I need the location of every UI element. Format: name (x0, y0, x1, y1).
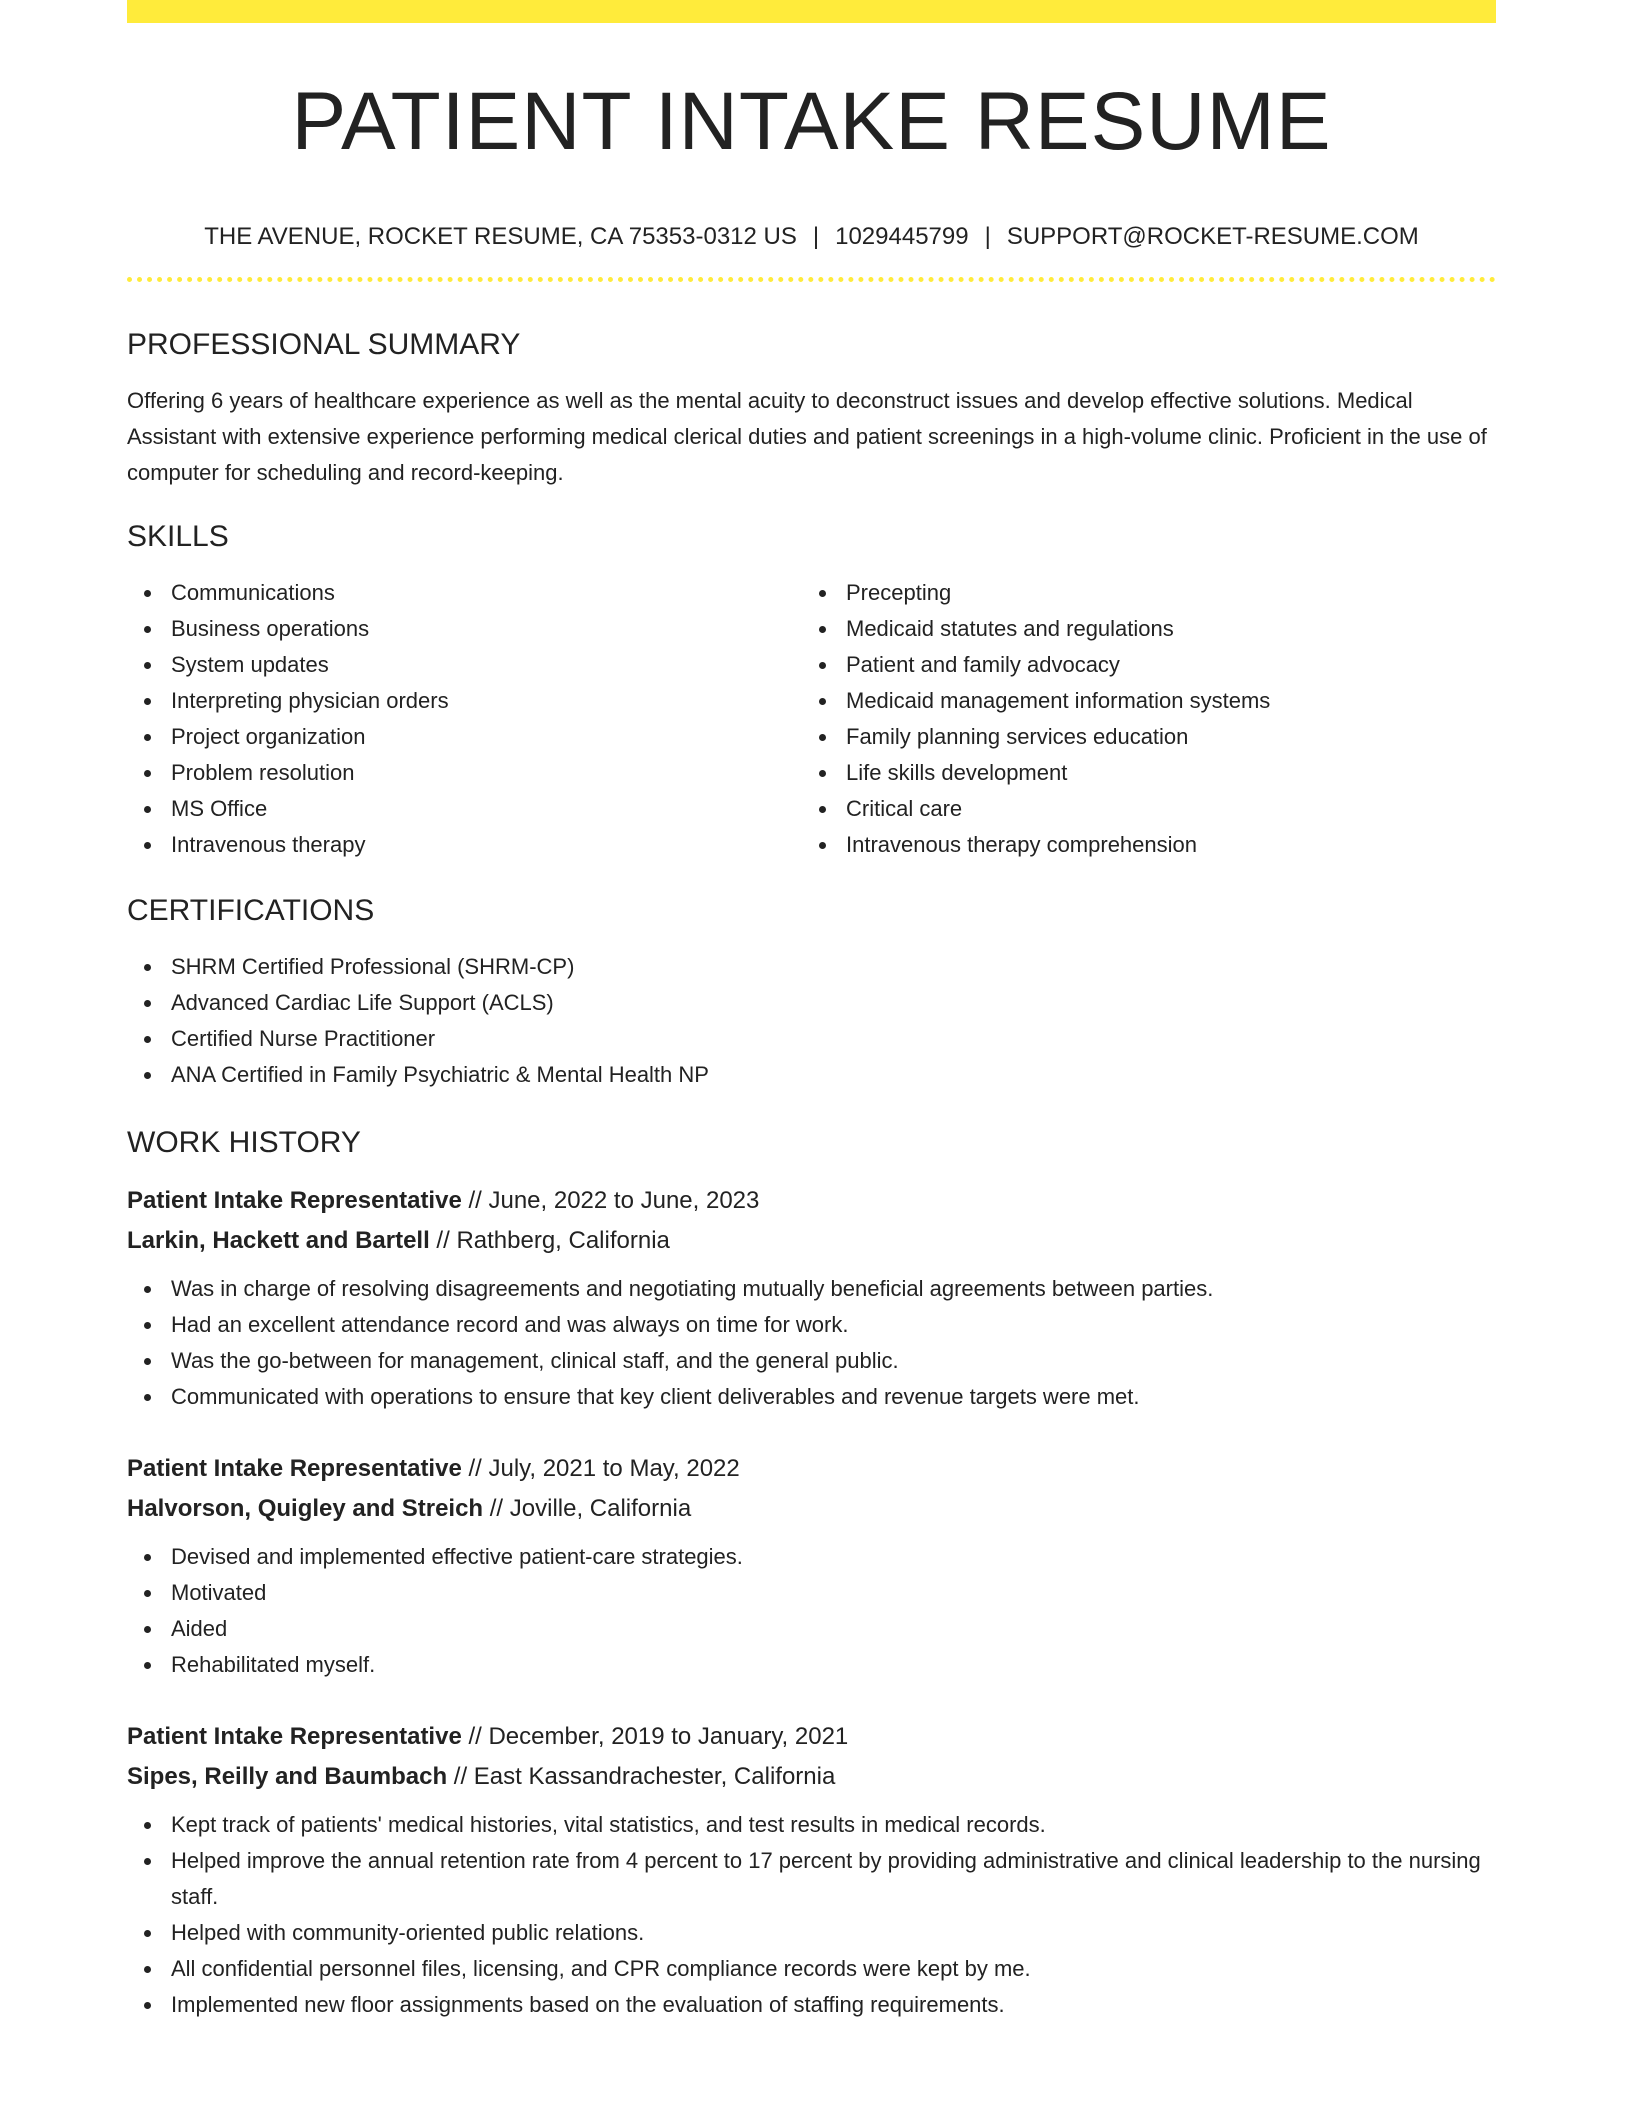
job-bullet: Devised and implemented effective patient-care strategies. (127, 1539, 1496, 1575)
contact-separator: | (812, 223, 820, 250)
skill-item: Problem resolution (127, 755, 802, 791)
job-bullet: Implemented new floor assignments based on the evaluation of staffing requirements. (127, 1987, 1496, 2023)
job-delimiter: // (429, 1227, 457, 1254)
certification-item: Certified Nurse Practitioner (127, 1021, 1496, 1057)
job-title: Patient Intake Representative (127, 1455, 462, 1482)
job-bullet: Rehabilitated myself. (127, 1647, 1496, 1683)
skill-item: Project organization (127, 719, 802, 755)
skill-item: Life skills development (802, 755, 1477, 791)
job-company-line (127, 1757, 1496, 1797)
skill-item: Medicaid statutes and regulations (802, 611, 1477, 647)
job-bullet: Was the go-between for management, clinical staff, and the general public. (127, 1343, 1496, 1379)
job-delimiter: // (461, 1455, 489, 1482)
job-company: Larkin, Hackett and Bartell (127, 1227, 430, 1254)
job-company: Sipes, Reilly and Baumbach (127, 1763, 448, 1790)
job-delimiter: // (483, 1495, 510, 1522)
skills-columns (127, 575, 1496, 863)
job-bullet: Aided (127, 1611, 1496, 1647)
job-bullets (127, 1807, 1496, 2023)
certification-item: Advanced Cardiac Life Support (ACLS) (127, 985, 1496, 1021)
skill-item: Critical care (802, 791, 1477, 827)
job-entry (127, 1717, 1496, 2023)
skills-list-right (802, 575, 1477, 863)
job-delimiter: // (447, 1763, 474, 1790)
contact-phone: 1029445799 (835, 223, 969, 250)
job-company-line (127, 1221, 1496, 1261)
skill-item: MS Office (127, 791, 802, 827)
certification-item: SHRM Certified Professional (SHRM-CP) (127, 949, 1496, 985)
job-bullet: All confidential personnel files, licensing, and CPR compliance records were kept by me. (127, 1951, 1496, 1987)
skill-item: System updates (127, 647, 802, 683)
dotted-divider (127, 277, 1496, 282)
skill-item: Business operations (127, 611, 802, 647)
summary-text: Offering 6 years of healthcare experience as well as the mental acuity to deconstruct issues and develop effective solutions. Medical Assistant with extensive experience performing medical clerical duties and patient screenings in a high-volume clinic. Proficient in the use of computer for scheduling and record-keeping. (127, 388, 1487, 485)
accent-top-bar (127, 0, 1496, 23)
skill-item: Interpreting physician orders (127, 683, 802, 719)
job-title: Patient Intake Representative (127, 1723, 462, 1750)
certifications-list (127, 949, 1496, 1093)
job-delimiter: // (461, 1723, 489, 1750)
job-location: East Kassandrachester, California (473, 1763, 836, 1790)
contact-address: THE AVENUE, ROCKET RESUME, CA 75353-0312 US (204, 223, 797, 250)
job-delimiter: // (461, 1187, 489, 1214)
job-bullets (127, 1539, 1496, 1683)
skill-item: Intravenous therapy comprehension (802, 827, 1477, 863)
job-company: Halvorson, Quigley and Streich (127, 1495, 484, 1522)
job-location: Rathberg, California (456, 1227, 670, 1254)
job-title-line (127, 1717, 1496, 1757)
section-title-skills: SKILLS (127, 520, 229, 553)
skill-item: Medicaid management information systems (802, 683, 1477, 719)
job-title-line (127, 1449, 1496, 1489)
certification-item: ANA Certified in Family Psychiatric & Mental Health NP (127, 1057, 1496, 1093)
contact-email: SUPPORT@ROCKET-RESUME.COM (1006, 223, 1419, 250)
resume-title: PATIENT INTAKE RESUME (291, 76, 1332, 167)
job-bullet: Had an excellent attendance record and was always on time for work. (127, 1307, 1496, 1343)
resume-page (127, 0, 1496, 2023)
job-dates: July, 2021 to May, 2022 (488, 1455, 740, 1482)
job-company-line (127, 1489, 1496, 1529)
contact-line (127, 222, 1496, 252)
skill-item: Precepting (802, 575, 1477, 611)
section-title-work-history: WORK HISTORY (127, 1126, 361, 1159)
section-title-summary: PROFESSIONAL SUMMARY (127, 328, 521, 361)
job-bullet: Helped with community-oriented public relations. (127, 1915, 1496, 1951)
job-bullets (127, 1271, 1496, 1415)
job-entry (127, 1449, 1496, 1683)
job-bullet: Was in charge of resolving disagreements and negotiating mutually beneficial agreements between parties. (127, 1271, 1496, 1307)
skills-list-left (127, 575, 802, 863)
job-entry (127, 1181, 1496, 1415)
skill-item: Patient and family advocacy (802, 647, 1477, 683)
job-bullet: Kept track of patients' medical histories, vital statistics, and test results in medical records. (127, 1807, 1496, 1843)
job-bullet: Helped improve the annual retention rate from 4 percent to 17 percent by providing administrative and clinical leadership to the nursing staff. (127, 1843, 1496, 1915)
skill-item: Communications (127, 575, 802, 611)
job-title-line (127, 1181, 1496, 1221)
section-title-certifications: CERTIFICATIONS (127, 894, 375, 927)
skill-item: Intravenous therapy (127, 827, 802, 863)
job-bullet: Motivated (127, 1575, 1496, 1611)
job-location: Joville, California (509, 1495, 692, 1522)
job-dates: December, 2019 to January, 2021 (488, 1723, 849, 1750)
job-title: Patient Intake Representative (127, 1187, 462, 1214)
job-bullet: Communicated with operations to ensure that key client deliverables and revenue targets were met. (127, 1379, 1496, 1415)
skill-item: Family planning services education (802, 719, 1477, 755)
job-dates: June, 2022 to June, 2023 (488, 1187, 760, 1214)
contact-separator: | (984, 223, 991, 250)
